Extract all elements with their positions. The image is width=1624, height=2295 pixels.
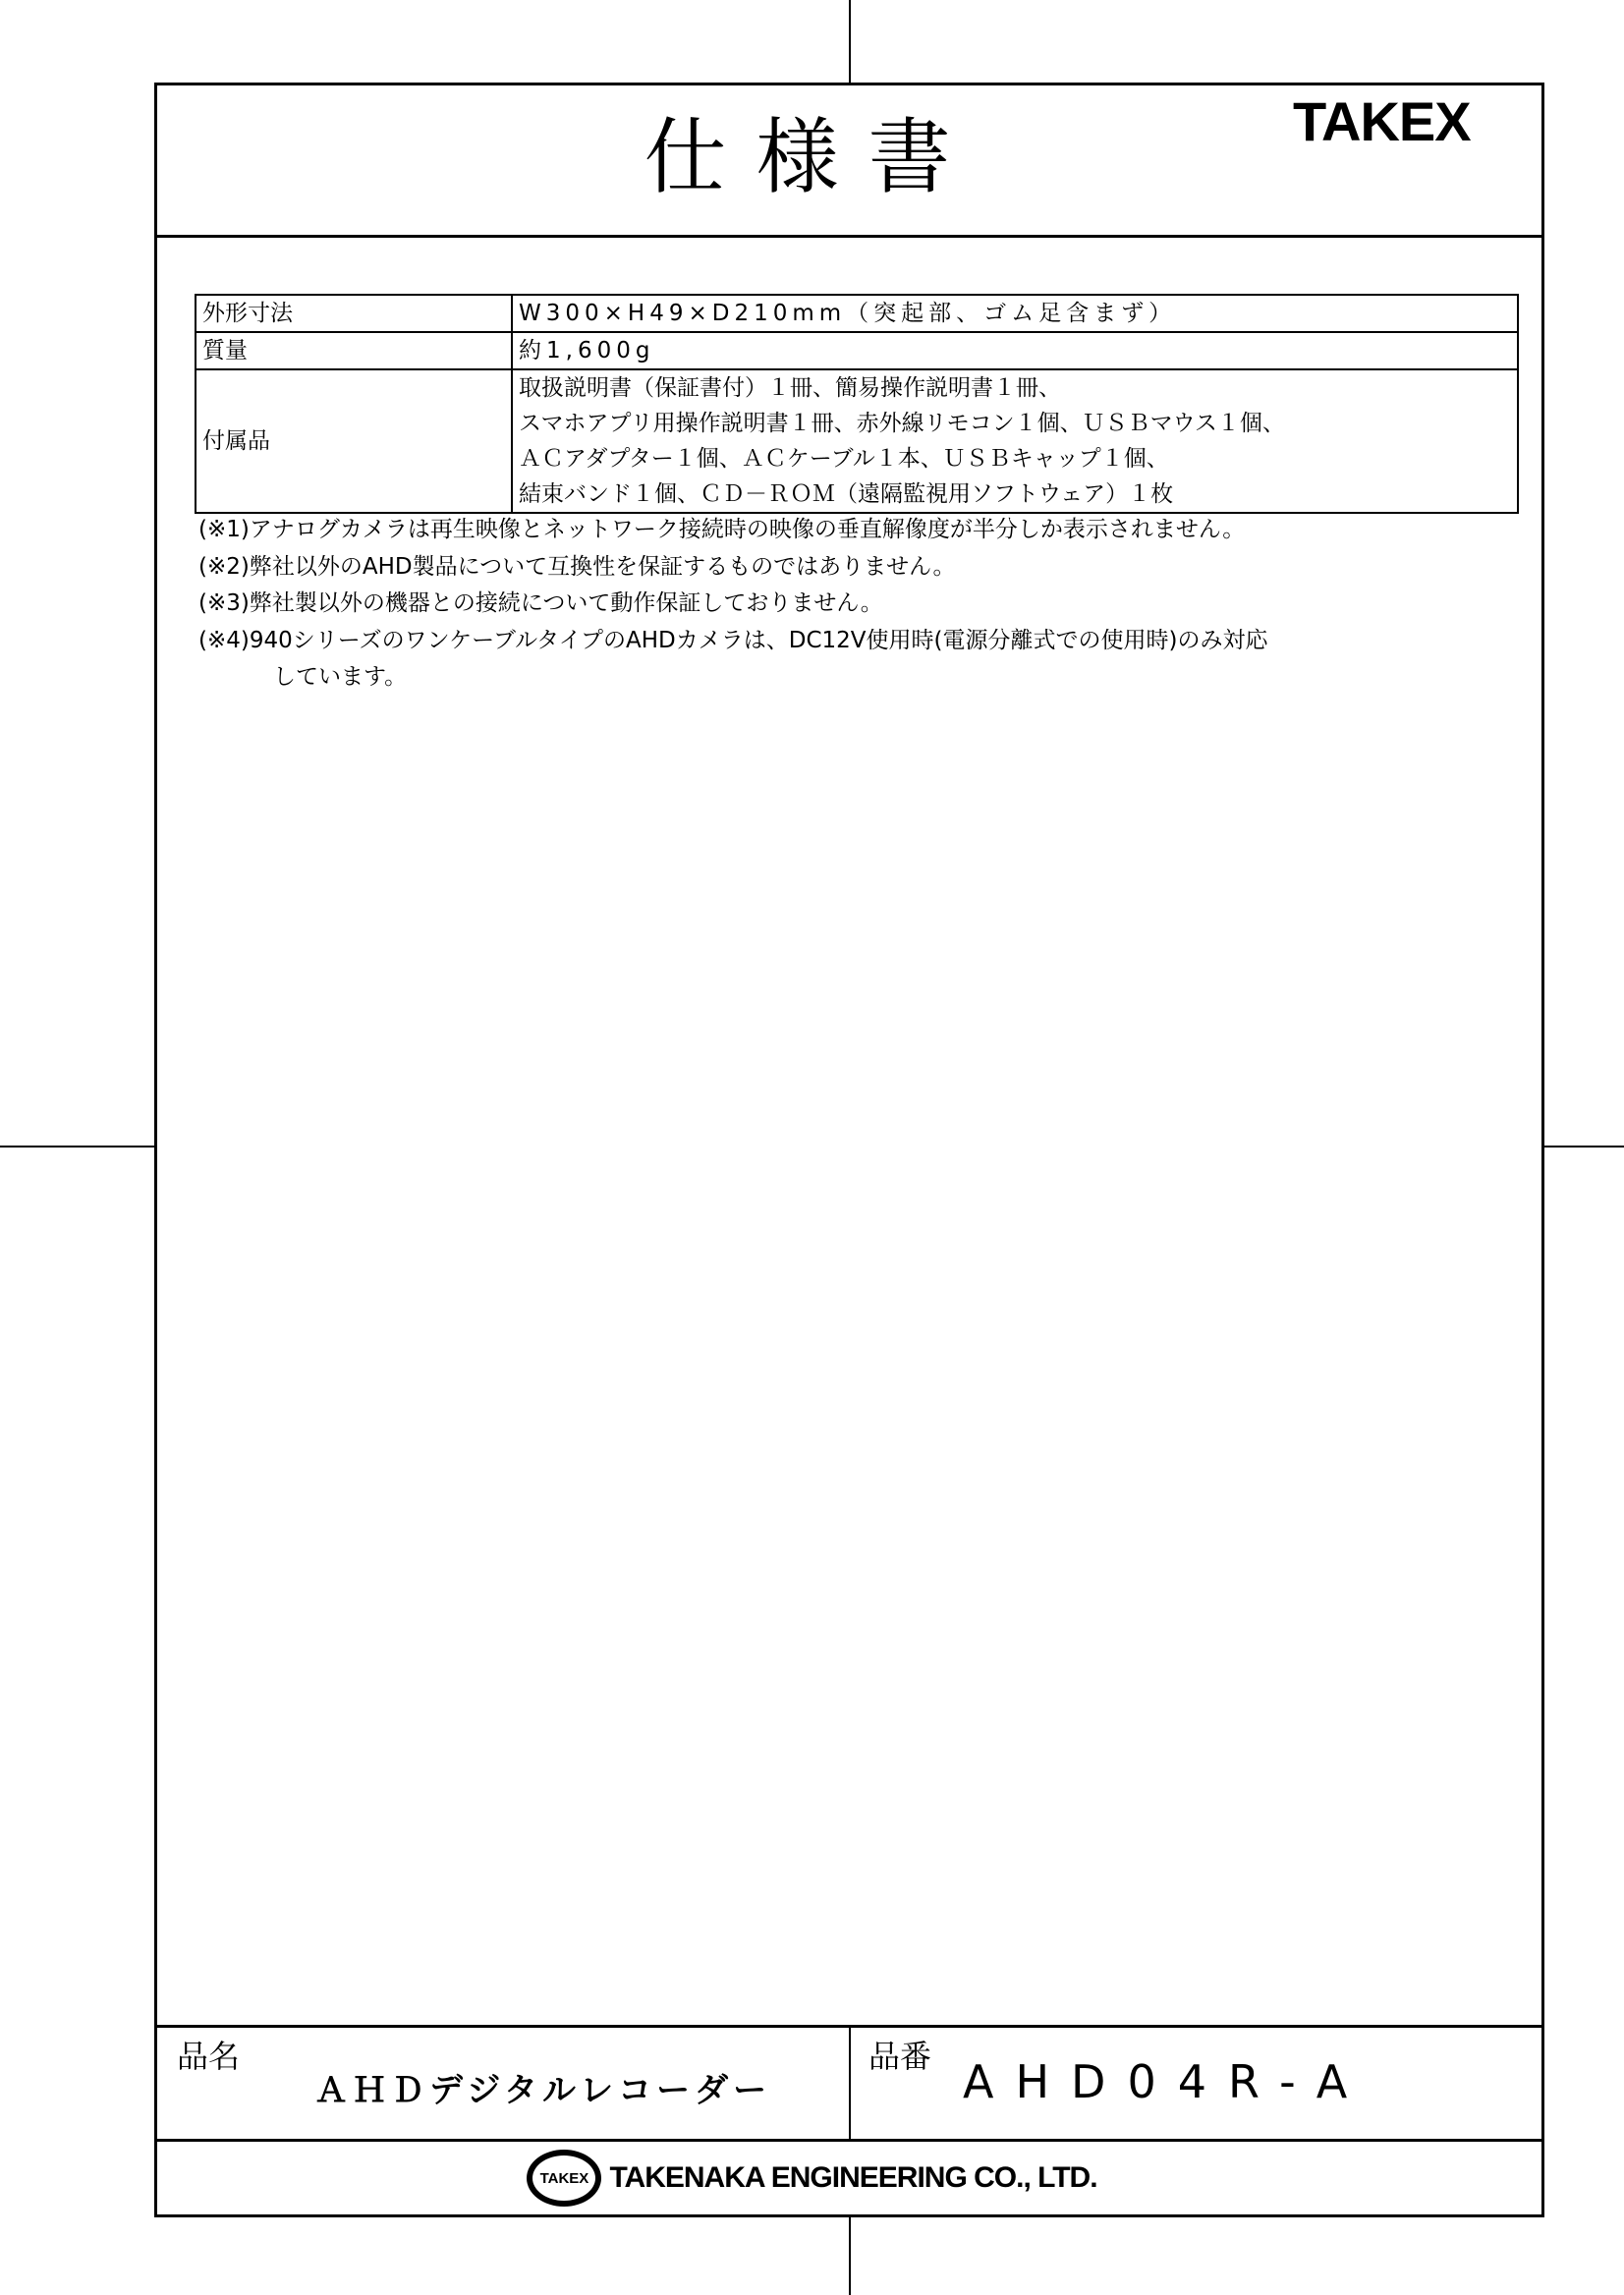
spec-value-line: 結束バンド１個、ＣＤ－ＲＯＭ（遠隔監視用ソフトウェア）１枚 <box>519 481 1174 507</box>
spec-key: 付属品 <box>196 369 512 513</box>
table-row <box>196 369 1518 513</box>
crop-mark-left <box>0 1146 154 1148</box>
spec-value: W300×H49×D210mm（突起部、ゴム足含まず） <box>512 295 1518 332</box>
table-row <box>196 295 1518 332</box>
takex-logo: TAKEX <box>1293 90 1471 152</box>
note: (※4)940シリーズのワンケーブルタイプのAHDカメラは、DC12V使用時(電源分離式での使用時)のみ対応 <box>198 627 1268 653</box>
product-number: AHD04R-A <box>963 2055 1370 2108</box>
product-name-label: 品名 <box>177 2038 241 2075</box>
crop-mark-top <box>849 0 851 83</box>
product-no-label: 品番 <box>868 2038 932 2075</box>
note-continuation: しています。 <box>273 664 408 690</box>
spec-value-line: 取扱説明書（保証書付）１冊、簡易操作説明書１冊、 <box>519 375 1061 401</box>
product-column-divider <box>849 2025 851 2140</box>
spec-key: 質量 <box>196 332 512 369</box>
spec-value <box>512 369 1518 513</box>
table-row <box>196 332 1518 369</box>
header-divider <box>154 235 1544 238</box>
crop-mark-bottom <box>849 2217 851 2295</box>
spec-value-line: ＡＣアダプター１個、ＡＣケーブル１本、ＵＳＢキャップ１個、 <box>519 446 1169 472</box>
page-title: 仕様書 <box>644 109 980 205</box>
company-footer <box>0 2150 1624 2207</box>
footer-divider <box>154 2139 1544 2142</box>
company-logo-icon: TAKEX <box>527 2150 601 2207</box>
spec-value: 約1,600g <box>512 332 1518 369</box>
spec-table <box>195 294 1519 514</box>
note: (※3)弊社製以外の機器との接続について動作保証しておりません。 <box>198 590 883 616</box>
spec-key: 外形寸法 <box>196 295 512 332</box>
note: (※1)アナログカメラは再生映像とネットワーク接続時の映像の垂直解像度が半分しか表示されません。 <box>198 517 1246 542</box>
note: (※2)弊社以外のAHD製品について互換性を保証するものではありません。 <box>198 553 956 580</box>
crop-mark-right <box>1544 1146 1624 1148</box>
spec-value-line: スマホアプリ用操作説明書１冊、赤外線リモコン１個、ＵＳＢマウス１個、 <box>519 411 1285 436</box>
company-name: TAKENAKA ENGINEERING CO., LTD. <box>609 2161 1097 2194</box>
notes <box>198 512 1267 697</box>
product-name: ＡＨＤデジタルレコーダー <box>314 2071 772 2110</box>
